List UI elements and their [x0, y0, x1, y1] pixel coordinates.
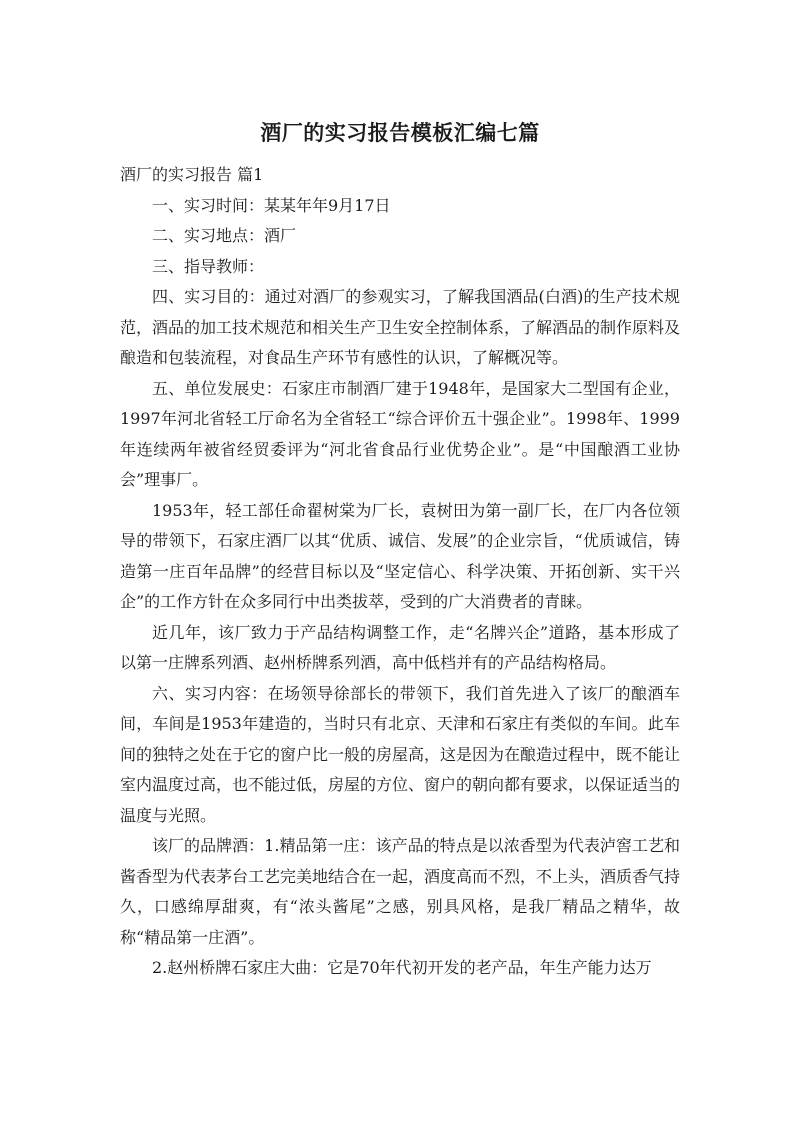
section-heading: 酒厂的实习报告 篇1 [120, 165, 264, 184]
paragraph-instructor: 三、指导教师： [152, 256, 265, 276]
document-title: 酒厂的实习报告模板汇编七篇 [260, 121, 540, 145]
paragraph-recent-years: 近几年，该厂致力于产品结构调整工作，走“名牌兴企”道路，基本形成了以第一庄牌系列酒、赵州桥牌系列酒，高中低档并有的产品结构格局。 [120, 622, 680, 672]
paragraph-purpose: 四、实习目的：通过对酒厂的参观实习，了解我国酒品(白酒)的生产技术规范，酒品的加工技术规范和相关生产卫生安全控制体系，了解酒品的制作原料及酿造和包装流程，对食品生产环节有感性的认识，了解概况等。 [120, 287, 681, 367]
paragraph-internship-content: 六、实习内容：在场领导徐部长的带领下，我们首先进入了该厂的酿酒车间，车间是1953年建造的，当时只有北京、天津和石家庄有类似的车间。此车间的独特之处在于它的窗户比一般的房屋高，这是因为在酿造过程中，既不能让室内温度过高，也不能过低，房屋的方位、窗户的朝向都有要求，以保证适当的温度与光照。 [120, 683, 681, 825]
paragraph-brand-liquor: 该厂的品牌酒：1.精品第一庄：该产品的特点是以浓香型为代表泸窖工艺和酱香型为代表茅台工艺完美地结合在一起，酒度高而不烈，不上头，酒质香气持久，口感绵厚甜爽，有“浓头酱尾”之感，别具风格，是我厂精品之精华，故称“精品第一庄酒”。 [120, 836, 681, 947]
document-body [120, 160, 680, 984]
paragraph-zhaozhou-bridge: 2.赵州桥牌石家庄大曲：它是70年代初开发的老产品，年生产能力达万 [152, 958, 652, 977]
paragraph-internship-location: 二、实习地点：酒厂 [152, 226, 297, 245]
paragraph-1953: 1953年，轻工部任命翟树棠为厂长，袁树田为第一副厂长，在厂内各位领导的带领下，石家庄酒厂以其“优质、诚信、发展”的企业宗旨，“优质诚信，铸造第一庄百年品牌”的经营目标以及“坚定信心、科学决策、开拓创新、实干兴企”的工作方针在众多同行中出类拔萃，受到的广大消费者的青睐。 [120, 500, 680, 611]
paragraph-company-history: 五、单位发展史：石家庄市制酒厂建于1948年，是国家大二型国有企业，1997年河北省轻工厅命名为全省轻工“综合评价五十强企业”。1998年、1999年连续两年被省经贸委评为“河北省食品行业优势企业”。是“中国酿酒工业协会”理事厂。 [120, 378, 680, 489]
paragraph-internship-time: 一、实习时间：某某年年9月17日 [152, 195, 391, 215]
